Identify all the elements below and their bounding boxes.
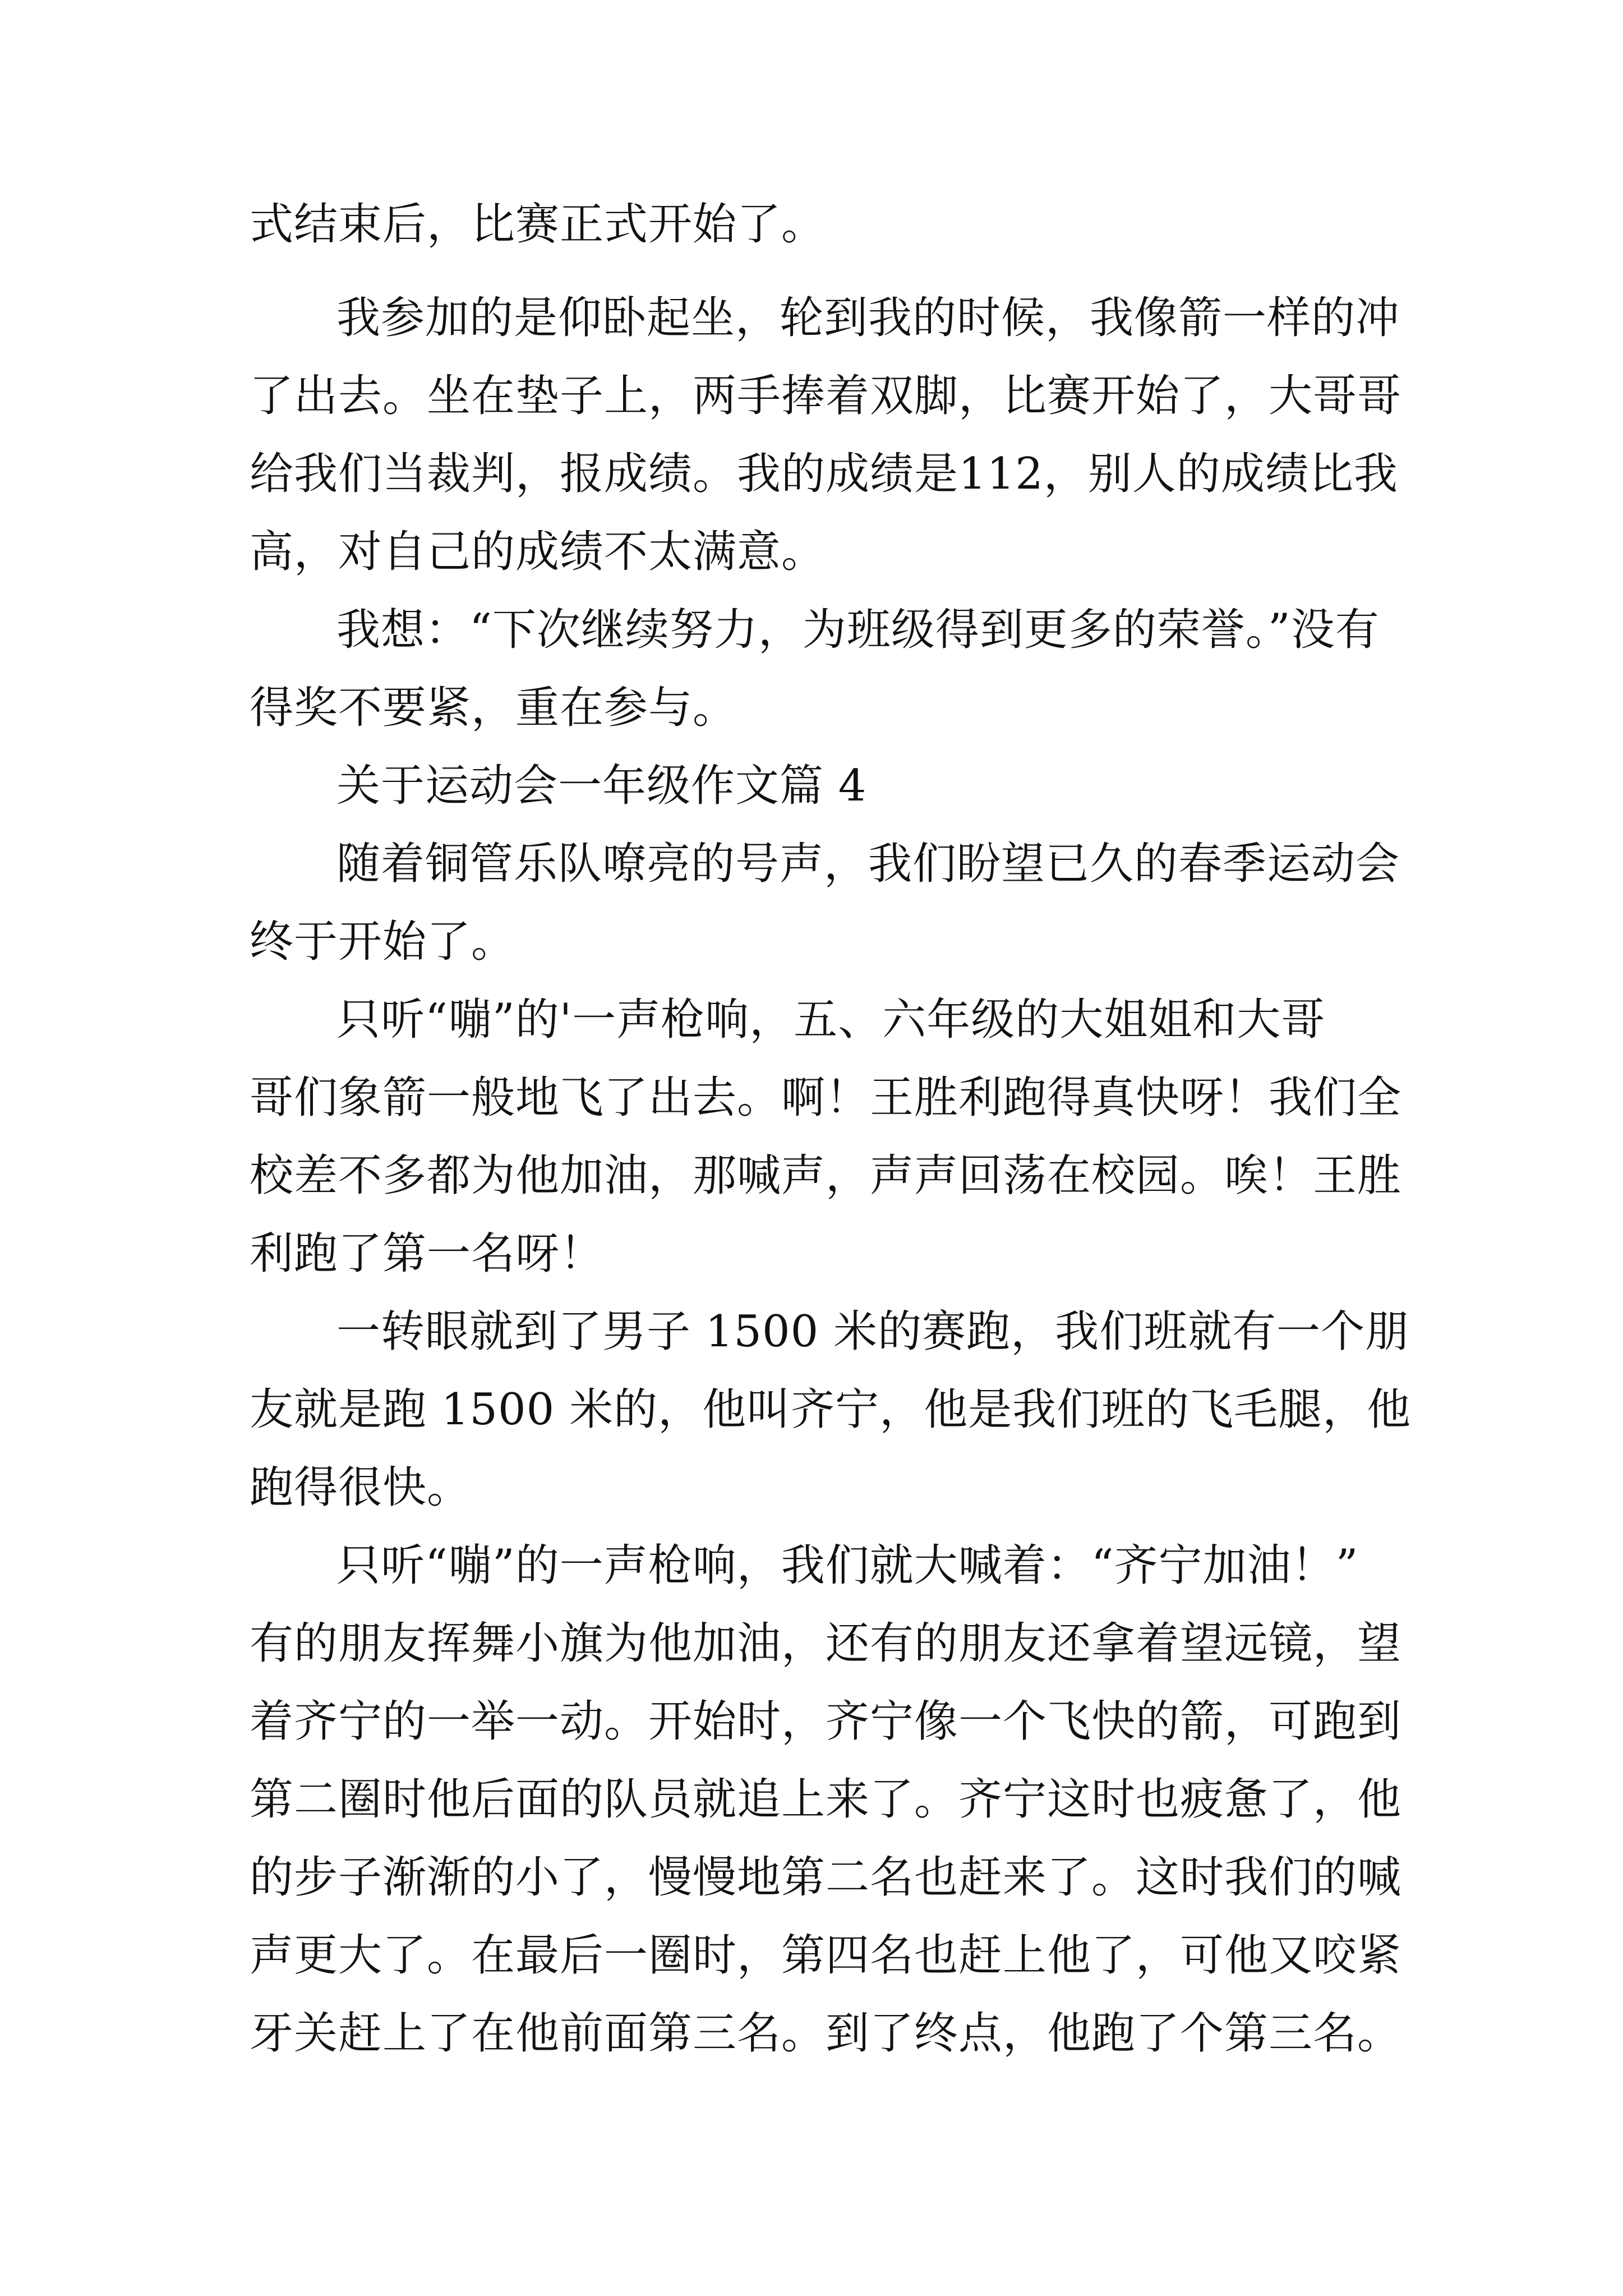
paragraph-first-line: 只听“嘣”的一声枪响，我们就大喊着：“齐宁加油！” [336, 1540, 1359, 1591]
section-heading: 关于运动会一年级作文篇 4 [336, 761, 867, 811]
text-line: 友就是跑 1500 米的，他叫齐宁，他是我们班的飞毛腿，他 [250, 1384, 1412, 1435]
text-line: 哥们象箭一般地飞了出去。啊！王胜利跑得真快呀！我们全 [250, 1073, 1402, 1123]
text-line: 跑得很快。 [250, 1462, 472, 1513]
text-line: 高，对自己的成绩不太满意。 [250, 527, 826, 577]
text-line: 给我们当裁判，报成绩。我的成绩是112，别人的成绩比我 [250, 449, 1398, 499]
paragraph-first-line: 随着铜管乐队嘹亮的号声，我们盼望已久的春季运动会 [336, 839, 1400, 889]
text-line: 终于开始了。 [250, 917, 516, 967]
text-line: 式结束后，比赛正式开始了。 [250, 199, 826, 250]
paragraph-first-line: 我参加的是仰卧起坐，轮到我的时候，我像箭一样的冲 [336, 293, 1400, 343]
text-line: 牙关赶上了在他前面第三名。到了终点，他跑了个第三名。 [250, 2008, 1402, 2059]
text-line: 的步子渐渐的小了，慢慢地第二名也赶来了。这时我们的喊 [250, 1852, 1402, 1903]
text-line: 得奖不要紧，重在参与。 [250, 683, 737, 733]
text-line: 第二圈时他后面的队员就追上来了。齐宁这时也疲惫了，他 [250, 1774, 1402, 1825]
text-line: 声更大了。在最后一圈时，第四名也赶上他了，可他又咬紧 [250, 1930, 1402, 1981]
paragraph-first-line: 我想：“下次继续努力，为班级得到更多的荣誉。”没有 [336, 605, 1380, 655]
paragraph-first-line: 只听“嘣”的'一声枪响，五、六年级的大姐姐和大哥 [336, 995, 1326, 1045]
text-line: 利跑了第一名呀！ [250, 1228, 605, 1279]
paragraph-first-line: 一转眼就到了男子 1500 米的赛跑，我们班就有一个朋 [336, 1306, 1410, 1357]
text-line: 了出去。坐在垫子上，两手捧着双脚，比赛开始了，大哥哥 [250, 371, 1402, 421]
text-line: 有的朋友挥舞小旗为他加油，还有的朋友还拿着望远镜，望 [250, 1618, 1402, 1669]
text-line: 着齐宁的一举一动。开始时，齐宁像一个飞快的箭，可跑到 [250, 1696, 1402, 1747]
text-line: 校差不多都为他加油，那喊声，声声回荡在校园。唉！王胜 [250, 1151, 1402, 1201]
